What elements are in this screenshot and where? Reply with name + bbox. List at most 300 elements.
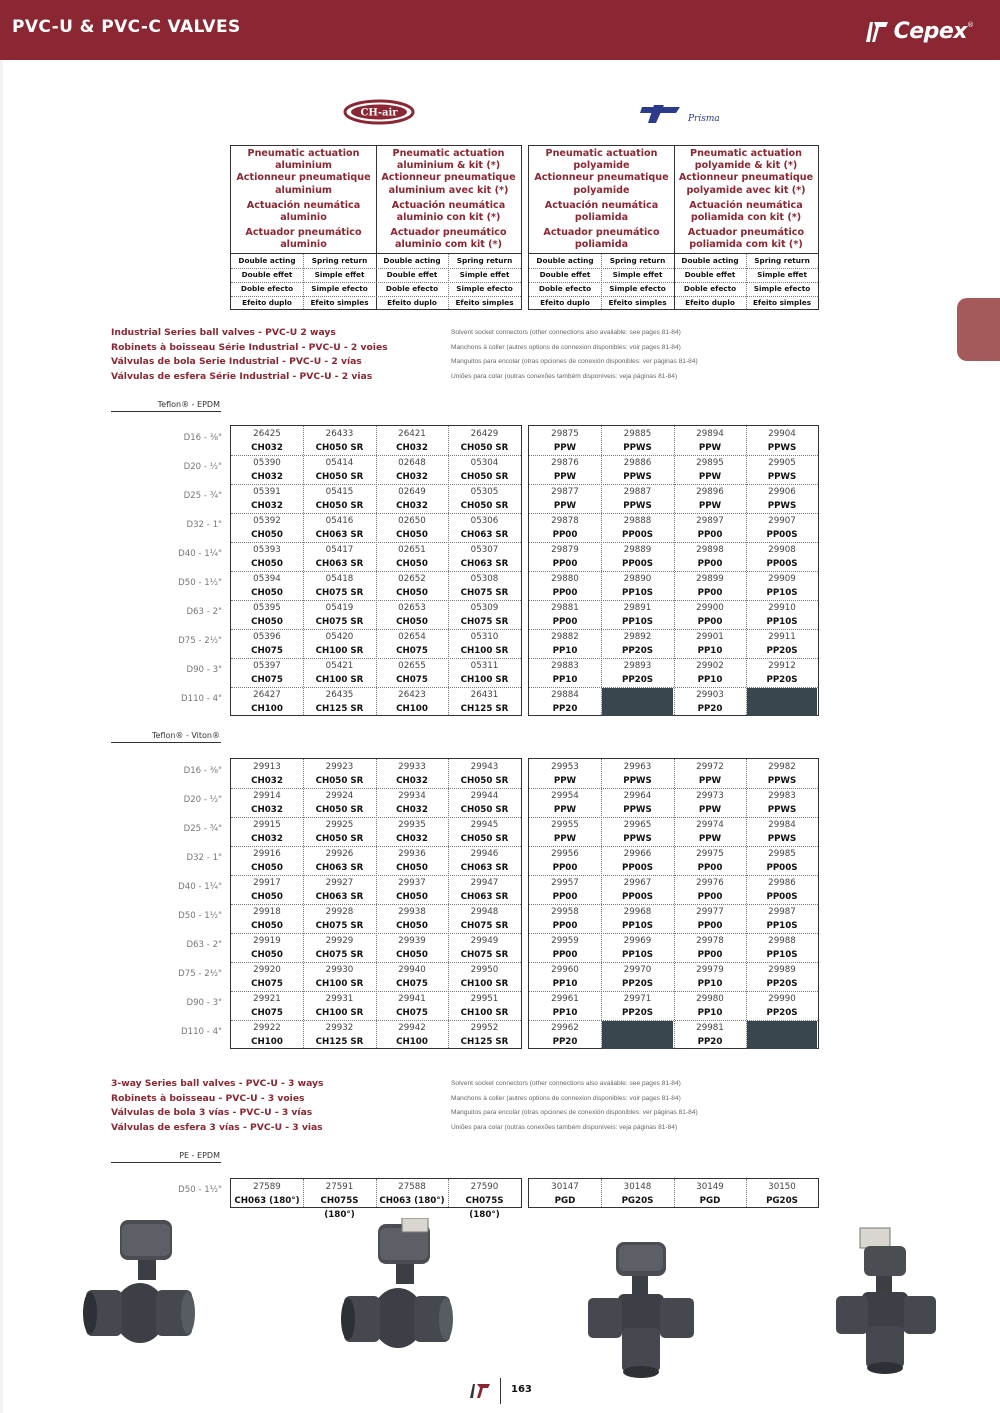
product-code: 02652 <box>398 574 426 584</box>
product-code: 26421 <box>398 429 426 439</box>
product-code: 29982 <box>768 762 796 772</box>
product-code: 27591 <box>325 1182 354 1192</box>
product-code: 29901 <box>696 632 724 642</box>
table-cell <box>675 934 745 962</box>
table-cell <box>747 789 817 817</box>
section1-notes: Solvent socket connectors (other connections also available: see pages 81-84) Manchons à coller (autres options de connexion disponibles: voir pages 81-84) Manguitos para encolar (otras opciones de conexión disponibles: ver páginas 81-84) Uniões para colar (outras conexões também disponíveis: veja páginas 81-84) <box>451 329 698 380</box>
table-cell <box>530 456 600 484</box>
table-cell <box>449 905 520 933</box>
actuator-model: CH075 <box>251 1008 283 1018</box>
product-code: 29885 <box>623 429 652 439</box>
table-cell <box>602 485 673 513</box>
table-cell <box>232 456 302 484</box>
table-cell <box>602 630 673 658</box>
table-cell <box>449 847 520 875</box>
product-code: 05394 <box>253 574 281 584</box>
product-code: 29931 <box>325 994 354 1004</box>
product-code: 29968 <box>623 907 652 917</box>
product-code: 05391 <box>253 487 281 497</box>
actuator-model: CH050 <box>251 559 283 569</box>
actuator-model: PP20S <box>766 979 798 989</box>
actuator-model: CH100 SR <box>315 979 364 989</box>
actuation-col-polyamide: Pneumatic actuation polyamide Actionneur pneumatique polyamide Actuación neumática poliamida Actuador pneumático poliamida <box>534 148 669 251</box>
table-cell <box>304 963 375 991</box>
actuator-model: PPW <box>698 472 722 482</box>
actuator-model: PP00S <box>621 863 654 873</box>
product-code: 02651 <box>398 545 426 555</box>
table-cell <box>747 876 817 904</box>
product-code: 29900 <box>696 603 724 613</box>
actuator-model: PP10S <box>621 617 654 627</box>
actuator-model: PPW <box>698 805 722 815</box>
actuator-model: PPWS <box>623 776 652 786</box>
table-cell <box>675 485 745 513</box>
product-code: 30148 <box>623 1182 652 1192</box>
actuator-model: CH075S (180°) <box>320 1196 359 1220</box>
table-cell <box>530 688 600 716</box>
product-code: 29930 <box>325 965 354 975</box>
svg-text:CH-air: CH-air <box>360 107 398 119</box>
product-code: 30147 <box>551 1182 579 1192</box>
table-cell <box>377 456 447 484</box>
actuator-model: PP20S <box>621 1008 654 1018</box>
size-label: D32 - 1" <box>186 520 222 530</box>
product-code: 29902 <box>696 661 724 671</box>
product-code: 05417 <box>325 545 354 555</box>
product-code: 29917 <box>253 878 281 888</box>
size-label: D20 - ½" <box>183 795 222 805</box>
table-cell <box>232 847 302 875</box>
brand-registered: ® <box>967 21 974 29</box>
product-code: 05392 <box>253 516 281 526</box>
actuator-model: CH050 <box>396 892 428 902</box>
table-cell <box>304 572 375 600</box>
actuator-model: PP10 <box>697 1008 723 1018</box>
actuator-model: CH050 SR <box>315 834 364 844</box>
product-code: 05308 <box>470 574 499 584</box>
actuator-model: CH050 SR <box>315 805 364 815</box>
product-code: 29942 <box>398 1023 426 1033</box>
table-cell <box>449 514 520 542</box>
table-cell <box>530 485 600 513</box>
actuator-model: PP00S <box>621 530 654 540</box>
table-cell <box>377 934 447 962</box>
product-code: 27589 <box>253 1182 281 1192</box>
actuator-model: PP10 <box>552 979 578 989</box>
table-cell <box>377 992 447 1020</box>
table-cell <box>530 1180 600 1208</box>
actuator-model: CH075 <box>396 675 428 685</box>
size-label: D75 - 2½" <box>178 969 222 979</box>
table-cell <box>747 630 817 658</box>
product-code: 29975 <box>696 849 724 859</box>
table-cell <box>675 601 745 629</box>
product-code: 29924 <box>325 791 354 801</box>
product-code: 29909 <box>768 574 796 584</box>
actuator-model: PP00S <box>621 892 654 902</box>
actuator-model: CH050 <box>396 530 428 540</box>
product-code: 29934 <box>398 791 426 801</box>
cepex-footer-mark-icon <box>469 1381 491 1399</box>
product-code: 27590 <box>470 1182 499 1192</box>
table-cell <box>530 630 600 658</box>
product-code: 29922 <box>253 1023 281 1033</box>
brand-logo <box>864 18 974 44</box>
table-cell <box>530 659 600 687</box>
actuator-model: CH050 SR <box>315 501 364 511</box>
product-code: 29927 <box>325 878 354 888</box>
table-cell <box>377 659 447 687</box>
product-code: 05419 <box>325 603 354 613</box>
table-cell <box>377 847 447 875</box>
product-code: 29879 <box>551 545 579 555</box>
table-cell <box>304 876 375 904</box>
product-code: 05307 <box>470 545 499 555</box>
table-cell <box>675 572 745 600</box>
section2-titles: 3-way Series ball valves - PVC-U - 3 ways Robinets à boisseau - PVC-U - 3 voies Válvulas de bola 3 vías - PVC-U - 3 vías Válvulas de esfera 3 vías - PVC-U - 3 vias <box>111 1078 324 1133</box>
actuator-model: PP00S <box>766 559 798 569</box>
actuation-col-aluminium: Pneumatic actuation aluminium Actionneur pneumatique aluminium Actuación neumática aluminio Actuador pneumático aluminio <box>236 148 371 251</box>
table-cell <box>747 427 817 455</box>
table-cell <box>675 905 745 933</box>
product-code: 27588 <box>398 1182 426 1192</box>
table-cell <box>377 485 447 513</box>
table-cell <box>675 514 745 542</box>
table-cell <box>602 456 673 484</box>
product-code: 29944 <box>470 791 499 801</box>
table-epdm-aluminium <box>230 425 522 716</box>
product-code: 29948 <box>470 907 499 917</box>
actuator-model: PP10 <box>552 675 578 685</box>
table-cell <box>304 659 375 687</box>
table-cell <box>530 789 600 817</box>
table-cell <box>449 992 520 1020</box>
actuator-model: CH100 SR <box>460 979 509 989</box>
product-code: 05310 <box>470 632 499 642</box>
actuator-model: CH100 <box>396 1037 428 1047</box>
table-cell <box>747 659 817 687</box>
actuator-model: CH050 <box>251 530 283 540</box>
table-viton-label: Teflon® - Viton® <box>151 731 220 740</box>
actuator-model: PP00 <box>552 921 578 931</box>
table-3way-polyamide <box>528 1178 819 1208</box>
product-code: 29956 <box>551 849 579 859</box>
actuator-model: CH050 <box>251 588 283 598</box>
actuator-model: PP10 <box>552 1008 578 1018</box>
actuator-model: CH050 SR <box>460 776 509 786</box>
table-cell <box>304 1180 375 1220</box>
product-code: 29959 <box>551 936 579 946</box>
mode-row: Double effet Simple effet Double effet Simple effet <box>539 270 807 279</box>
product-code: 29951 <box>470 994 499 1004</box>
actuator-model: CH050 SR <box>460 472 509 482</box>
actuator-model: PP00S <box>766 892 798 902</box>
actuator-model: CH050 <box>251 617 283 627</box>
table-cell <box>232 601 302 629</box>
size-label: D50 - 1½" <box>178 578 222 588</box>
product-code: 29918 <box>253 907 281 917</box>
actuator-model: PP00 <box>552 892 578 902</box>
table-cell <box>747 847 817 875</box>
table-cell <box>747 601 817 629</box>
actuator-model: PP00 <box>552 950 578 960</box>
actuator-model: PPW <box>698 501 722 511</box>
product-code: 29893 <box>623 661 652 671</box>
product-code: 29983 <box>768 791 796 801</box>
actuator-model: PPW <box>698 776 722 786</box>
product-code: 05309 <box>470 603 499 613</box>
actuator-model: CH100 <box>396 704 428 714</box>
table-cell <box>304 688 375 716</box>
actuator-model: CH050 <box>396 588 428 598</box>
actuator-model: CH032 <box>396 834 428 844</box>
product-code: 05415 <box>325 487 354 497</box>
product-code: 29880 <box>551 574 579 584</box>
table-cell <box>747 543 817 571</box>
product-code: 05414 <box>325 458 354 468</box>
actuator-model: PPWS <box>767 805 797 815</box>
size-label: D110 - 4" <box>180 694 222 704</box>
product-code: 29955 <box>551 820 579 830</box>
table-cell <box>602 789 673 817</box>
product-code: 29953 <box>551 762 579 772</box>
product-code: 29954 <box>551 791 579 801</box>
actuator-model: CH100 SR <box>315 1008 364 1018</box>
table-cell <box>304 934 375 962</box>
actuator-model: CH100 SR <box>460 1008 509 1018</box>
actuator-model: PP20S <box>621 675 654 685</box>
section-side-tab[interactable] <box>957 298 1000 361</box>
table-cell <box>377 905 447 933</box>
table-cell <box>377 963 447 991</box>
table-cell <box>602 601 673 629</box>
table-cell <box>232 876 302 904</box>
actuator-model: CH050 SR <box>460 805 509 815</box>
actuator-model: CH075 SR <box>315 950 364 960</box>
table-cell <box>747 905 817 933</box>
actuator-model: PP00 <box>697 863 723 873</box>
product-code: 29896 <box>696 487 724 497</box>
table-cell <box>449 876 520 904</box>
actuator-model: PP00S <box>766 530 798 540</box>
product-code: 05393 <box>253 545 281 555</box>
table-cell <box>747 963 817 991</box>
actuator-model: PPW <box>553 501 577 511</box>
table-cell <box>304 992 375 1020</box>
table-cell <box>232 688 302 716</box>
prisma-logo <box>640 101 720 125</box>
product-code: 29937 <box>398 878 426 888</box>
size-label: D50 - 1½" <box>178 1185 222 1195</box>
actuator-model: PP00 <box>697 588 723 598</box>
table-cell <box>530 847 600 875</box>
table-cell <box>377 514 447 542</box>
actuator-model: CH125 SR <box>315 1037 364 1047</box>
product-code: 29977 <box>696 907 724 917</box>
product-code: 29905 <box>768 458 796 468</box>
product-code: 29907 <box>768 516 796 526</box>
table-cell <box>602 992 673 1020</box>
actuator-model: CH050 SR <box>315 443 364 453</box>
actuator-model: CH032 <box>251 501 283 511</box>
actuator-model: CH100 SR <box>315 675 364 685</box>
table-cell <box>602 905 673 933</box>
product-code: 29966 <box>623 849 652 859</box>
product-code: 26435 <box>325 690 354 700</box>
product-code: 29912 <box>768 661 796 671</box>
footer-divider <box>500 1378 501 1404</box>
actuator-model: CH063 SR <box>315 530 364 540</box>
table-cell <box>602 934 673 962</box>
size-label: D40 - 1¼" <box>178 882 222 892</box>
table-cell <box>530 760 600 788</box>
product-code: 30149 <box>696 1182 724 1192</box>
product-code: 29886 <box>623 458 652 468</box>
table-epdm-rule <box>111 411 221 412</box>
product-code: 29952 <box>470 1023 499 1033</box>
product-code: 29882 <box>551 632 579 642</box>
actuator-model: CH032 <box>251 443 283 453</box>
actuator-model: PGD <box>699 1196 721 1206</box>
table-cell <box>232 630 302 658</box>
table-cell <box>675 847 745 875</box>
product-code: 29935 <box>398 820 426 830</box>
table-cell <box>304 1021 375 1049</box>
table-cell <box>377 572 447 600</box>
product-code: 29938 <box>398 907 426 917</box>
table-cell <box>304 847 375 875</box>
table-cell <box>304 818 375 846</box>
table-cell <box>747 485 817 513</box>
table-cell <box>304 789 375 817</box>
actuator-model: CH075 <box>396 1008 428 1018</box>
table-cell <box>377 427 447 455</box>
size-label: D16 - ⅜" <box>183 433 222 443</box>
actuator-model: CH050 <box>251 950 283 960</box>
product-code: 02655 <box>398 661 426 671</box>
table-cell <box>675 659 745 687</box>
table-viton-polyamide <box>528 758 819 1049</box>
size-label: D40 - 1¼" <box>178 549 222 559</box>
table-cell <box>675 688 745 716</box>
valve-prisma-kit-3way-image <box>836 1226 946 1376</box>
product-code: 29920 <box>253 965 281 975</box>
product-code: 29979 <box>696 965 724 975</box>
actuator-model: PPWS <box>767 501 797 511</box>
actuator-model: CH050 <box>251 863 283 873</box>
table-cell <box>232 1180 302 1208</box>
product-code: 29989 <box>768 965 796 975</box>
actuator-model: PP20 <box>552 1037 578 1047</box>
product-code: 29932 <box>325 1023 354 1033</box>
product-code: 02654 <box>398 632 426 642</box>
actuation-header-aluminium <box>230 145 522 310</box>
product-code: 29947 <box>470 878 499 888</box>
product-code: 29908 <box>768 545 796 555</box>
table-cell <box>602 427 673 455</box>
actuator-model: PPW <box>698 443 722 453</box>
product-code: 02650 <box>398 516 426 526</box>
table-cell <box>232 514 302 542</box>
valve-ch-air-2way-image <box>78 1218 198 1368</box>
actuator-model: CH075 <box>396 646 428 656</box>
product-code: 02648 <box>398 458 426 468</box>
table-cell <box>232 963 302 991</box>
product-code: 29891 <box>623 603 652 613</box>
unavailable-cell <box>747 1021 817 1049</box>
actuator-model: CH075 SR <box>460 950 509 960</box>
actuator-model: CH032 <box>396 776 428 786</box>
actuator-model: PPW <box>553 776 577 786</box>
table-cell <box>232 905 302 933</box>
product-code: 05397 <box>253 661 281 671</box>
product-code: 29949 <box>470 936 499 946</box>
page-number: 163 <box>511 1384 532 1395</box>
table-cell <box>530 876 600 904</box>
actuator-model: CH075S (180°) <box>465 1196 504 1220</box>
actuator-model: PP20S <box>766 675 798 685</box>
product-code: 29974 <box>696 820 724 830</box>
actuator-model: PPW <box>553 443 577 453</box>
table-cell <box>449 789 520 817</box>
section1-titles: Industrial Series ball valves - PVC-U 2 ways Robinets à boisseau Série Industrial - PVC-U - 2 voies Válvulas de bola Serie Industrial - PVC-U - 2 vías Válvulas de esfera Série Industrial - PVC-U - 2 vias <box>111 327 388 382</box>
actuator-model: CH125 SR <box>315 704 364 714</box>
table-cell <box>449 572 520 600</box>
table-cell <box>232 485 302 513</box>
actuator-model: CH050 <box>396 950 428 960</box>
table-cell <box>449 688 520 716</box>
actuator-model: PGD <box>554 1196 576 1206</box>
size-label: D32 - 1" <box>186 853 222 863</box>
size-label: D90 - 3" <box>186 998 222 1008</box>
table-cell <box>449 485 520 513</box>
product-code: 29899 <box>696 574 724 584</box>
product-code: 29957 <box>551 878 579 888</box>
actuator-model: PPWS <box>623 834 652 844</box>
table-epdm-polyamide <box>528 425 819 716</box>
actuation-col-polyamide-kit: Pneumatic actuation polyamide & kit (*) Actionneur pneumatique polyamide avec kit (*) Actuación neumática poliamida con kit (*) Actuador pneumático poliamida com kit (*) <box>678 148 814 251</box>
actuator-model: PPWS <box>623 501 652 511</box>
actuator-model: PP00 <box>697 530 723 540</box>
table-cell <box>449 630 520 658</box>
table-cell <box>304 543 375 571</box>
actuator-model: PP00 <box>552 530 578 540</box>
actuator-model: PP00 <box>697 950 723 960</box>
mode-row: Double acting Spring return Double acting Spring return <box>238 256 513 265</box>
table-cell <box>675 630 745 658</box>
table-cell <box>377 543 447 571</box>
actuator-model: CH032 <box>396 472 428 482</box>
table-cell <box>377 688 447 716</box>
table-cell <box>377 601 447 629</box>
product-code: 29919 <box>253 936 281 946</box>
product-code: 29965 <box>623 820 652 830</box>
actuator-model: CH075 SR <box>315 588 364 598</box>
table-cell <box>747 1180 817 1208</box>
size-label: D63 - 2" <box>186 940 222 950</box>
size-label: D50 - 1½" <box>178 911 222 921</box>
table-cell <box>530 934 600 962</box>
actuator-model: CH100 <box>251 704 283 714</box>
product-code: 29910 <box>768 603 796 613</box>
product-code: 29969 <box>623 936 652 946</box>
table-cell <box>675 789 745 817</box>
actuator-model: PP20S <box>766 1008 798 1018</box>
product-code: 29894 <box>696 429 724 439</box>
actuator-model: CH050 SR <box>315 472 364 482</box>
actuator-model: CH032 <box>396 501 428 511</box>
cepex-mark-icon <box>864 18 890 44</box>
